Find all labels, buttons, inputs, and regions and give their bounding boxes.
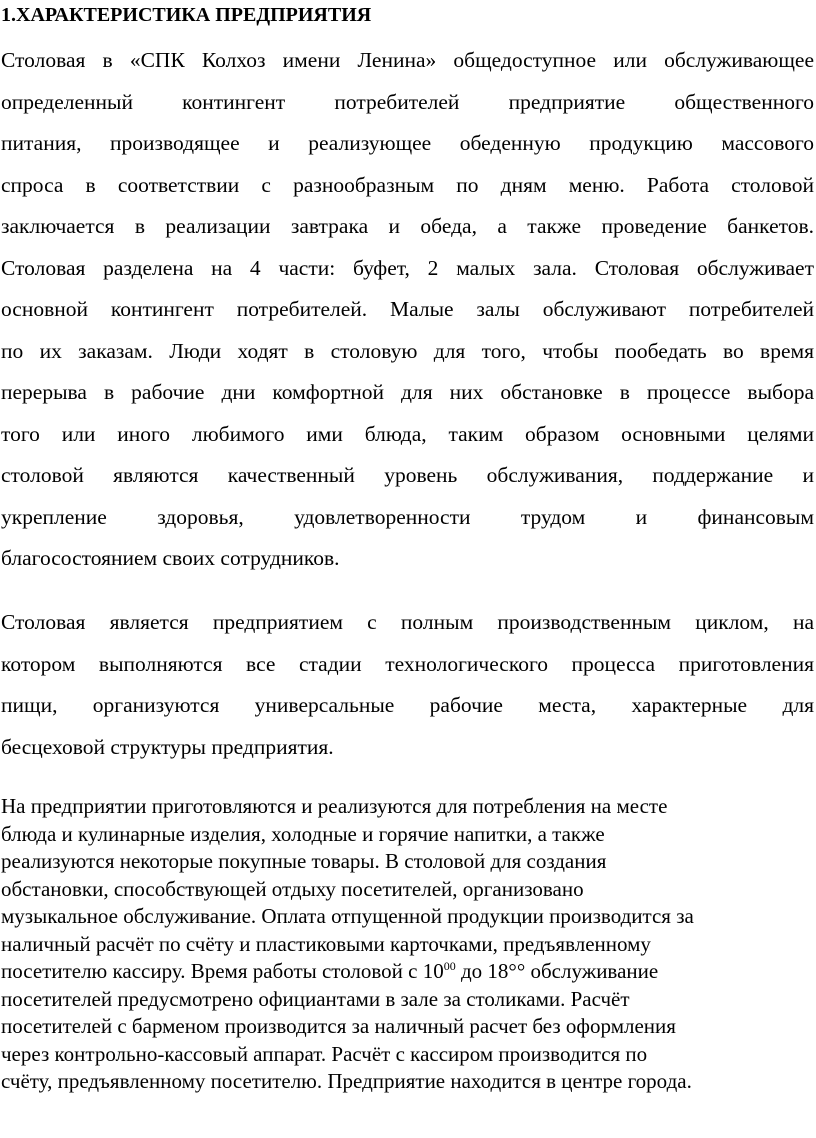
text-line: по их заказам. Люди ходят в столовую для того, чтобы пообедать во время (1, 338, 814, 363)
text-line: спроса в соответствии с разнообразным по дням меню. Работа столовой (1, 172, 814, 197)
text-line: благосостоянием своих сотрудников. (1, 546, 340, 570)
text-line: основной контингент потребителей. Малые залы обслуживают потребителей (1, 297, 814, 321)
hours-text-before: посетителю кассиру. Время работы столовой с 10 (1, 959, 444, 983)
text-line: блюда и кулинарные изделия, холодные и горячие напитки, а также (1, 821, 605, 846)
paragraph-production-cycle (1, 602, 814, 768)
text-line: через контрольно-кассовый аппарат. Расчёт с кассиром производится по (1, 1041, 648, 1066)
text-line: столовой являются качественный уровень обслуживания, поддержание и (1, 463, 814, 487)
text-line: пищи, организуются универсальные рабочие места, характерные для (1, 693, 814, 717)
text-line: определенный контингент потребителей предприятие общественного (1, 89, 814, 114)
working-hours-line (1, 958, 814, 986)
hours-text-after: до 18°° обслуживание (455, 959, 659, 983)
text-line: обстановки, способствующей отдыху посетителей, организовано (1, 876, 584, 901)
text-line: укрепление здоровья, удовлетворенности трудом и финансовым (1, 504, 814, 529)
text-line: музыкальное обслуживание. Оплата отпущенной продукции производится за (1, 904, 694, 928)
text-line: Столовая в «СПК Колхоз имени Ленина» общедоступное или обслуживающее (1, 48, 814, 72)
hours-superscript: 00 (443, 959, 456, 973)
text-line: На предприятии приготовляются и реализуются для потребления на месте (1, 794, 668, 818)
text-line: питания, производящее и реализующее обеденную продукцию массового (1, 131, 814, 155)
text-line: Столовая является предприятием с полным производственным циклом, на (1, 610, 814, 634)
text-line: Столовая разделена на 4 части: буфет, 2 малых зала. Столовая обслуживает (1, 255, 814, 280)
section-heading: 1.ХАРАКТЕРИСТИКА ПРЕДПРИЯТИЯ (1, 4, 372, 26)
text-line: перерыва в рабочие дни комфортной для них обстановке в процессе выбора (1, 380, 814, 404)
text-line: котором выполняются все стадии технологического процесса приготовления (1, 651, 814, 676)
text-line: наличный расчёт по счёту и пластиковыми карточками, предъявленному (1, 931, 651, 956)
text-line: посетителей с барменом производится за наличный расчет без оформления (1, 1014, 676, 1038)
text-line: бесцеховой структуры предприятия. (1, 734, 334, 759)
text-line: заключается в реализации завтрака и обеда, а также проведение банкетов. (1, 214, 814, 238)
paragraph-description (1, 40, 814, 580)
text-line: реализуются некоторые покупные товары. В столовой для создания (1, 849, 607, 873)
text-line: посетителей предусмотрено официантами в зале за столиками. Расчёт (1, 986, 630, 1011)
paragraph-services (1, 793, 814, 1096)
text-line: счёту, предъявленному посетителю. Предприятие находится в центре города. (1, 1069, 692, 1093)
text-line: того или иного любимого ими блюда, таким образом основными целями (1, 421, 814, 446)
